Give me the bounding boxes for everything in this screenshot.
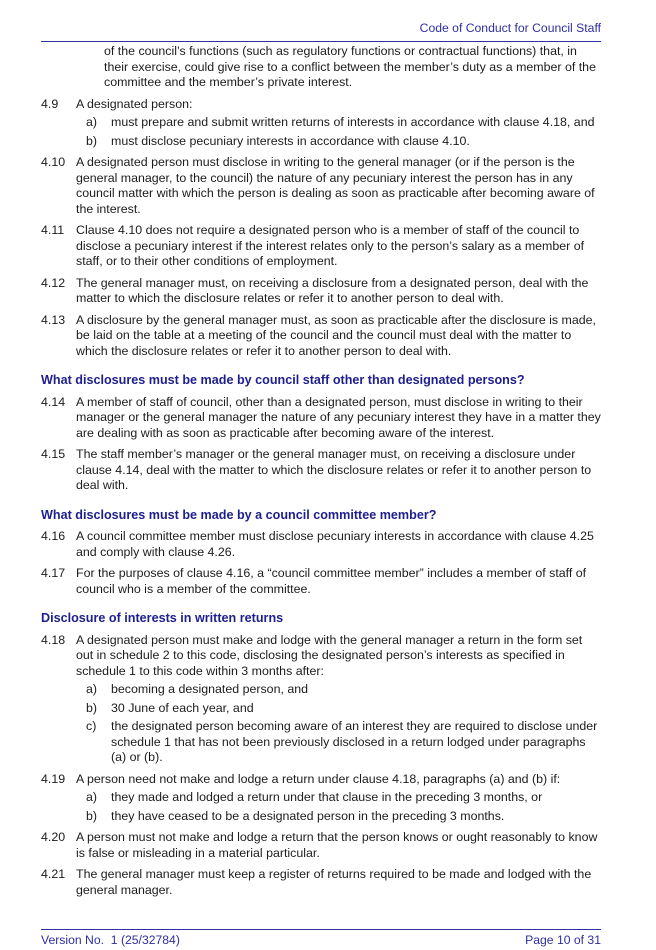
clause-4-21: [41, 867, 601, 898]
clause-number: 4.17: [41, 566, 66, 580]
clause-text: The general manager must, on receiving a disclosure from a designated person, deal with the matter to which the disclosure relates or refer it to another person to deal with.: [76, 275, 589, 305]
clause-number: 4.16: [41, 529, 66, 543]
list-item: [86, 682, 601, 698]
clause-text: The staff member’s manager or the general manager must, on receiving a disclosure under clause 4.14, deal with the matter to which the disclosure relates or refer it to another person to deal with.: [76, 447, 592, 492]
clause-4-19: [41, 772, 601, 825]
clause-number: 4.13: [41, 312, 66, 327]
list-item: [86, 719, 601, 766]
document-title: Code of Conduct for Council Staff: [419, 21, 601, 35]
list-item-letter: b): [86, 700, 98, 715]
list-item: [86, 809, 601, 825]
clause-4-11: [41, 223, 601, 270]
clause-number: 4.18: [41, 632, 66, 647]
list-item: [86, 115, 601, 131]
list-item: [86, 134, 601, 150]
list-item-text: becoming a designated person, and: [111, 682, 309, 696]
list-item-text: they made and lodged a return under that clause in the preceding 3 months, or: [111, 790, 543, 804]
clause-text: A member of staff of council, other than a designated person, must disclose in writing to their manager or the general manager the nature of any pecuniary interest they have in a matter they are dealing with as soon as practicable after becoming aware of the interest.: [76, 394, 601, 440]
list-item-text: the designated person becoming aware of an interest they are required to disclose under schedule 1 that has not been previously disclosed in a return lodged under paragraphs (a) or (b).: [111, 719, 598, 764]
list-item-letter: b): [86, 133, 98, 148]
list-item: [86, 790, 601, 806]
section-heading: What disclosures must be made by a council committee member?: [41, 507, 437, 522]
document-body: [41, 44, 601, 898]
clause-text: A council committee member must disclose pecuniary interests in accordance with clause 4.25 and comply with clause 4.26.: [76, 529, 594, 559]
clause-number: 4.10: [41, 155, 66, 169]
header-divider: [41, 41, 601, 42]
footer-page-number: Page 10 of 31: [525, 933, 601, 947]
list-item-text: must prepare and submit written returns of interests in accordance with clause 4.18, and: [111, 115, 595, 129]
clause-4-14: [41, 395, 601, 442]
clause-text: A person must not make and lodge a return that the person knows or ought reasonably to know is false or misleading in a material particular.: [76, 830, 598, 860]
clause-4-15: [41, 447, 601, 494]
page-header: [41, 21, 601, 42]
clause-number: 4.21: [41, 867, 66, 881]
clause-4-9: [41, 97, 601, 150]
clause-number: 4.11: [41, 223, 65, 237]
clause-text: A person need not make and lodge a return under clause 4.18, paragraphs (a) and (b) if:: [76, 771, 561, 786]
list-item-letter: a): [86, 115, 98, 129]
clause-text: A disclosure by the general manager must, as soon as practicable after the disclosure is made, be laid on the table at a meeting of the council and the council must deal with the matter to which the disclosure relates or refer it to another person to deal with.: [76, 312, 596, 358]
clause-number: 4.15: [41, 447, 66, 461]
section-heading: Disclosure of interests in written returns: [41, 611, 284, 625]
clause-text: The general manager must keep a register of returns required to be made and lodged with the general manager.: [76, 867, 592, 897]
list-item-text: must disclose pecuniary interests in accordance with clause 4.10.: [111, 133, 470, 148]
clause-4-12: [41, 276, 601, 307]
clause-text: A designated person must make and lodge with the general manager a return in the form set out in schedule 2 to this code, disclosing the designated person’s interests as specified in schedule 1 to this code within 3 months after:: [76, 632, 583, 678]
clause-text: A designated person:: [76, 96, 193, 111]
clause-number: 4.9: [41, 96, 59, 111]
list-item-letter: a): [86, 790, 98, 804]
list-item-letter: c): [86, 719, 97, 733]
clause-text: Clause 4.10 does not require a designated person who is a member of staff of the council to disclose a pecuniary interest if the interest relates only to the person’s salary as a member of staff, or to their other conditions of employment.: [76, 223, 585, 268]
clause-4-16: [41, 529, 601, 560]
clause-text: A designated person must disclose in writing to the general manager (or if the person is the general manager, to the council) the nature of any pecuniary interest the person has in any council matter with which the person is dealing as soon as practicable after becoming aware of the interest.: [76, 155, 595, 216]
page-footer: [41, 929, 601, 949]
clause-4-18: [41, 633, 601, 766]
clause-number: 4.20: [41, 830, 66, 844]
clause-text: For the purposes of clause 4.16, a “council committee member” includes a member of staff of council who is a member of the committee.: [76, 566, 587, 596]
section-heading: What disclosures must be made by council staff other than designated persons?: [41, 373, 525, 387]
clause-4-17: [41, 566, 601, 597]
clause-number: 4.19: [41, 771, 66, 786]
clause-4-13: [41, 313, 601, 360]
list-item-text: they have ceased to be a designated person in the preceding 3 months.: [111, 808, 505, 823]
clause-4-10: [41, 155, 601, 217]
list-item-letter: b): [86, 808, 98, 823]
list-item: [86, 701, 601, 717]
list-item-text: 30 June of each year, and: [111, 700, 254, 715]
clause-number: 4.12: [41, 275, 66, 290]
clause-4-20: [41, 830, 601, 861]
footer-version-label: Version No. 1 (25/32784): [41, 933, 180, 947]
list-item-letter: a): [86, 682, 98, 696]
paragraph-continuation: of the council’s functions (such as regulatory functions or contractual functions) that, in their exercise, could give rise to a conflict between the member’s duty as a member of the committee and the member’s private interest.: [104, 44, 596, 89]
clause-number: 4.14: [41, 394, 66, 409]
